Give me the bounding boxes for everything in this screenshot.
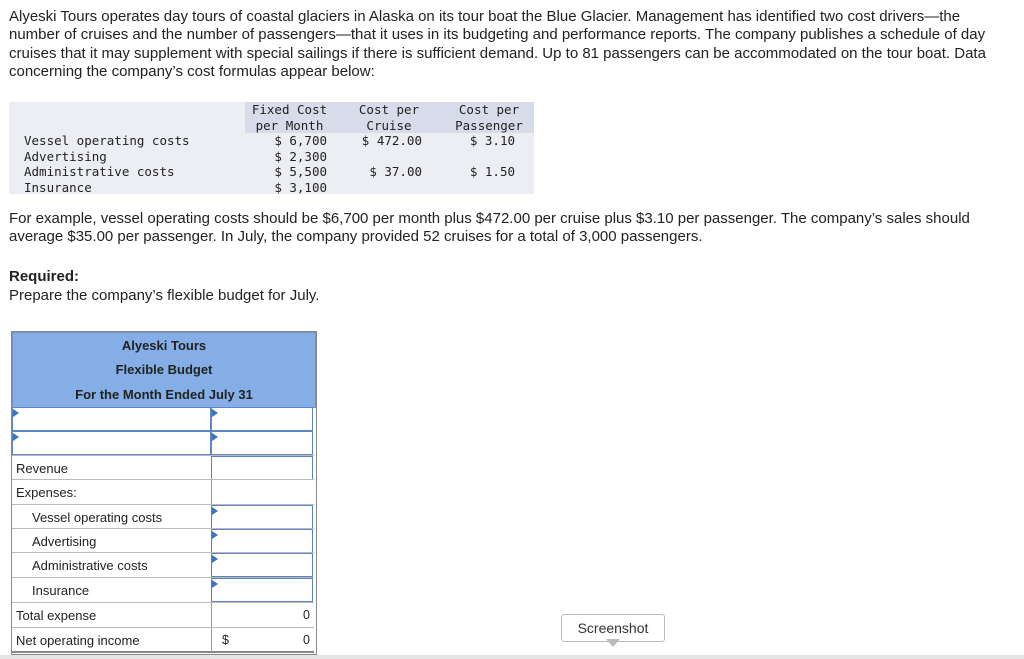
- total-expense-cell: [211, 603, 314, 627]
- dropdown-indicator-icon: [212, 555, 218, 563]
- budget-period: For the Month Ended July 31: [75, 387, 253, 402]
- cruise-admin: $ 37.00: [369, 164, 422, 179]
- row-label-insurance: Insurance: [24, 179, 92, 195]
- header-fixed: Fixed Cost per Month: [251, 102, 328, 133]
- cost-formula-table: [9, 102, 534, 194]
- fixed-admin: $ 5,500: [274, 164, 327, 179]
- revenue-label: Revenue: [16, 461, 69, 476]
- dropdown-indicator-icon: [212, 433, 218, 441]
- tooltip-caret-icon: [606, 639, 620, 647]
- header-cruise: Cost per Cruise: [358, 102, 420, 133]
- fixed-vessel: $ 6,700: [274, 133, 327, 148]
- revenue-row: [12, 455, 314, 480]
- dropdown-indicator-icon: [212, 580, 218, 588]
- expenses-blank-cell: [211, 480, 314, 504]
- example-text: For example, vessel operating costs should be $6,700 per month plus $472.00 per cruise plus $3.10 per passenger. The company’s sales should average $35.00 per passenger. In July, the company provided 52 cruises for a total of 3,000 passengers.: [9, 210, 970, 246]
- net-income-row: [12, 627, 314, 653]
- revenue-input[interactable]: [211, 456, 313, 480]
- total-expense-label: Total expense: [16, 608, 97, 623]
- expense-row-admin: [12, 552, 314, 577]
- problem-intro: Alyeski Tours operates day tours of coastal glaciers in Alaska on its tour boat the Blue Glacier. Management has identified two cost drivers—the number of cruises and the number of passengers—that it uses in its budgeting and performance reports. The company publishes a schedule of day cruises that it may supplement with special sailings if there is sufficient demand. Up to 81 passengers can be accommodated on the tour boat. Data concerning the company’s cost formulas appear below:: [9, 8, 986, 81]
- fixed-advertising: $ 2,300: [274, 148, 327, 164]
- header-passenger: Cost per Passenger: [455, 102, 523, 133]
- header-input-label-1[interactable]: [12, 407, 211, 431]
- expense-label-advertising: Advertising: [32, 534, 97, 549]
- required-text: Prepare the company’s flexible budget for July.: [9, 287, 320, 304]
- dropdown-indicator-icon: [212, 409, 218, 417]
- expense-input-admin[interactable]: [211, 553, 313, 577]
- header-input-row-1: [12, 407, 314, 431]
- screenshot-button[interactable]: Screenshot: [561, 614, 665, 642]
- flexible-budget-table: [11, 331, 317, 655]
- bottom-divider: [0, 655, 1024, 659]
- expense-input-advertising[interactable]: [211, 529, 313, 553]
- currency-symbol: $: [222, 633, 229, 647]
- expense-label-admin: Administrative costs: [32, 558, 148, 573]
- expense-label-insurance: Insurance: [32, 583, 90, 598]
- header-input-label-2[interactable]: [12, 431, 211, 455]
- row-label-advertising: Advertising: [24, 148, 107, 164]
- row-label-admin: Administrative costs: [24, 164, 175, 179]
- expense-row-vessel: [12, 504, 314, 529]
- expense-row-insurance: [12, 577, 314, 602]
- expense-input-vessel[interactable]: [211, 505, 313, 529]
- header-input-value-2[interactable]: [211, 431, 313, 455]
- expenses-label: Expenses:: [16, 485, 77, 500]
- passenger-vessel: $ 3.10: [469, 133, 515, 148]
- row-label-vessel: Vessel operating costs: [24, 133, 190, 148]
- expense-input-insurance[interactable]: [211, 578, 313, 602]
- dropdown-indicator-icon: [212, 531, 218, 539]
- budget-company: Alyeski Tours: [121, 338, 207, 353]
- dropdown-indicator-icon: [212, 507, 218, 515]
- total-expense-row: [12, 602, 314, 627]
- net-income-value: 0: [303, 633, 310, 647]
- header-input-row-2: [12, 431, 314, 455]
- expenses-row: [12, 479, 314, 504]
- required-heading: Required:: [9, 268, 80, 285]
- budget-header: [12, 332, 316, 408]
- net-income-cell: [211, 628, 314, 651]
- net-income-label: Net operating income: [16, 633, 140, 648]
- expense-row-advertising: [12, 528, 314, 553]
- expense-label-vessel: Vessel operating costs: [32, 510, 163, 525]
- passenger-admin: $ 1.50: [469, 164, 515, 179]
- budget-title: Flexible Budget: [115, 362, 213, 377]
- total-expense-value: 0: [303, 608, 310, 622]
- dropdown-indicator-icon: [13, 433, 19, 441]
- fixed-insurance: $ 3,100: [274, 179, 327, 195]
- dropdown-indicator-icon: [13, 409, 19, 417]
- cruise-vessel: $ 472.00: [361, 133, 422, 148]
- header-input-value-1[interactable]: [211, 407, 313, 431]
